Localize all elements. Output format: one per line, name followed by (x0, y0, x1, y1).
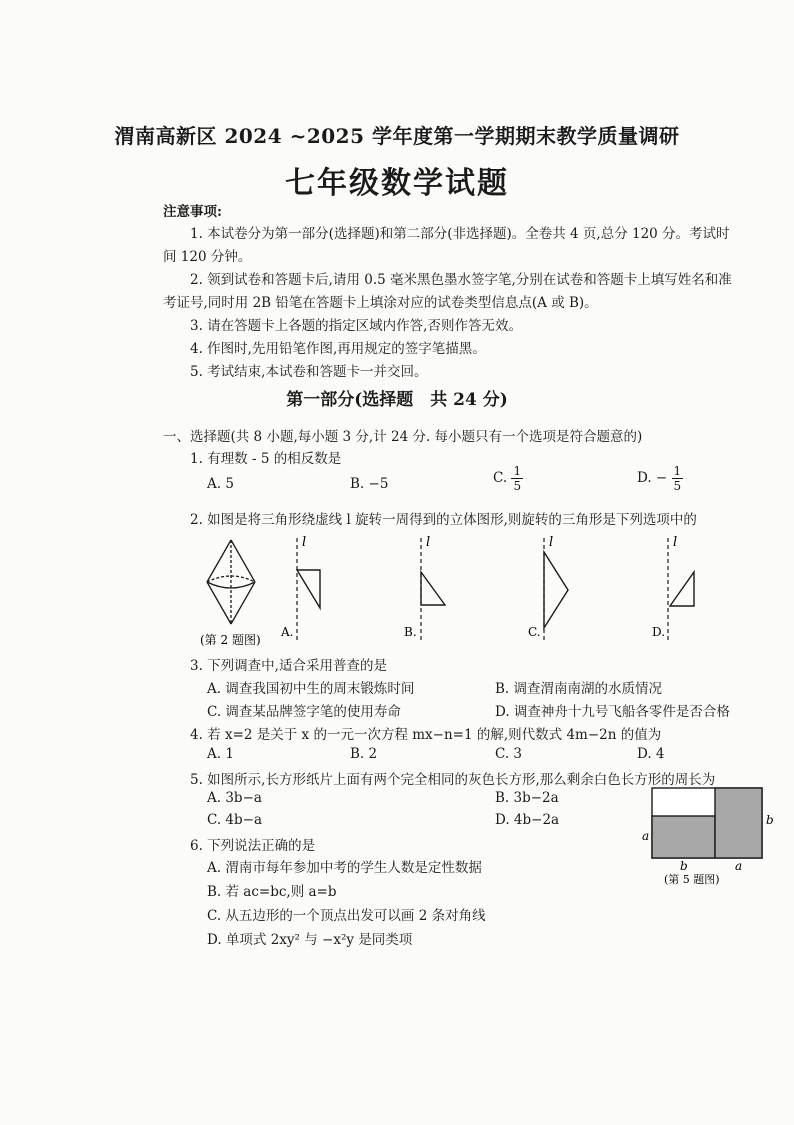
q4-option-a: A. 1 (207, 746, 234, 762)
gray-rect-vertical (715, 788, 762, 858)
question-2-figures (190, 530, 730, 650)
question-6-stem: 6. 下列说法正确的是 (190, 838, 316, 854)
fraction-denominator: 5 (673, 479, 682, 493)
label-a-bottom: a (735, 859, 743, 873)
question-5-figure (636, 784, 776, 886)
exam-title: 七年级数学试题 (285, 166, 509, 201)
question-4-stem: 4. 若 x=2 是关于 x 的一元一次方程 mx−n=1 的解,则代数式 4m−2n 的值为 (190, 727, 662, 743)
axis-label-c: l (549, 535, 554, 550)
q6-option-c: C. 从五边形的一个顶点出发可以画 2 条对角线 (207, 908, 486, 924)
q4-option-c: C. 3 (495, 746, 523, 762)
q2-option-a: A. (281, 625, 294, 639)
q5-caption: (第 5 题图) (664, 873, 720, 886)
q1-option-c-fraction (511, 464, 523, 493)
q4-option-b: B. 2 (350, 746, 378, 762)
note-line: 4. 作图时,先用铅笔作图,再用规定的签字笔描黑。 (190, 341, 486, 357)
q1-option-a: A. 5 (207, 476, 234, 492)
section-title: 第一部分(选择题 共 24 分) (286, 390, 508, 410)
triangle-option-d (670, 572, 694, 606)
q2-caption: (第 2 题图) (200, 633, 261, 647)
fraction-numerator: 1 (673, 464, 682, 478)
q3-option-b: B. 调查渭南南湖的水质情况 (495, 681, 663, 697)
q1-option-b: B. −5 (350, 476, 389, 492)
q5-option-a: A. 3b−a (207, 790, 262, 806)
fraction-numerator: 1 (513, 464, 522, 478)
label-b-bottom: b (680, 859, 688, 873)
q1-option-c (493, 464, 523, 493)
q6-option-d: D. 单项式 2xy² 与 −x²y 是同类项 (207, 932, 413, 948)
q3-option-d: D. 调查神舟十九号飞船各零件是否合格 (495, 704, 730, 720)
q6-option-b: B. 若 ac=bc,则 a=b (207, 884, 337, 900)
exam-header-line1: 渭南高新区 2024 ~2025 学年度第一学期期末教学质量调研 (114, 124, 680, 148)
triangle-option-c (544, 552, 568, 628)
note-line: 间 120 分钟。 (163, 249, 252, 265)
note-line: 2. 领到试卷和答题卡后,请用 0.5 毫米黑色墨水签字笔,分别在试卷和答题卡上填写姓名和准 (190, 272, 732, 288)
note-line: 1. 本试卷分为第一部分(选择题)和第二部分(非选择题)。全卷共 4 页,总分 120 分。考试时 (190, 226, 730, 242)
question-1-stem: 1. 有理数 - 5 的相反数是 (190, 451, 342, 467)
q1-option-d-prefix: D. − (637, 470, 668, 486)
gray-rect-horizontal (652, 816, 715, 858)
q3-option-c: C. 调查某品牌签字笔的使用寿命 (207, 704, 401, 720)
q3-option-a: A. 调查我国初中生的周末锻炼时间 (207, 681, 415, 697)
question-5-stem: 5. 如图所示,长方形纸片上面有两个完全相同的灰色长方形,那么剩余白色长方形的周长为 (190, 772, 716, 788)
q1-option-d (637, 464, 683, 493)
note-line: 3. 请在答题卡上各题的指定区域内作答,否则作答无效。 (190, 318, 522, 334)
axis-label-d: l (673, 535, 678, 550)
note-line: 考证号,同时用 2B 铅笔在答题卡上填涂对应的试卷类型信息点(A 或 B)。 (163, 295, 598, 311)
label-a-left: a (642, 829, 650, 843)
section-instruction: 一、选择题(共 8 小题,每小题 3 分,计 24 分. 每小题只有一个选项是符合题意的) (163, 429, 643, 445)
notes-heading: 注意事项: (163, 204, 222, 220)
question-3-stem: 3. 下列调查中,适合采用普查的是 (190, 658, 387, 674)
q4-option-d: D. 4 (637, 746, 665, 762)
q6-option-a: A. 渭南市每年参加中考的学生人数是定性数据 (207, 860, 482, 876)
triangle-option-a (297, 570, 320, 608)
q2-option-d: D. (652, 625, 666, 639)
fraction-denominator: 5 (513, 479, 522, 493)
q1-option-c-prefix: C. (493, 470, 508, 486)
axis-label-a: l (302, 535, 307, 550)
q5-option-d: D. 4b−2a (495, 812, 560, 828)
note-line: 5. 考试结束,本试卷和答题卡一并交回。 (190, 364, 428, 380)
q1-option-d-fraction (672, 464, 684, 493)
q5-option-c: C. 4b−a (207, 812, 263, 828)
double-cone-figure (207, 540, 255, 624)
axis-label-b: l (426, 535, 431, 550)
q5-option-b: B. 3b−2a (495, 790, 559, 806)
label-b-right: b (766, 813, 774, 827)
q2-option-c: C. (528, 625, 541, 639)
q2-option-b: B. (404, 625, 417, 639)
triangle-option-b (421, 572, 445, 605)
question-2-stem: 2. 如图是将三角形绕虚线 l 旋转一周得到的立体图形,则旋转的三角形是下列选项中的 (190, 512, 697, 528)
